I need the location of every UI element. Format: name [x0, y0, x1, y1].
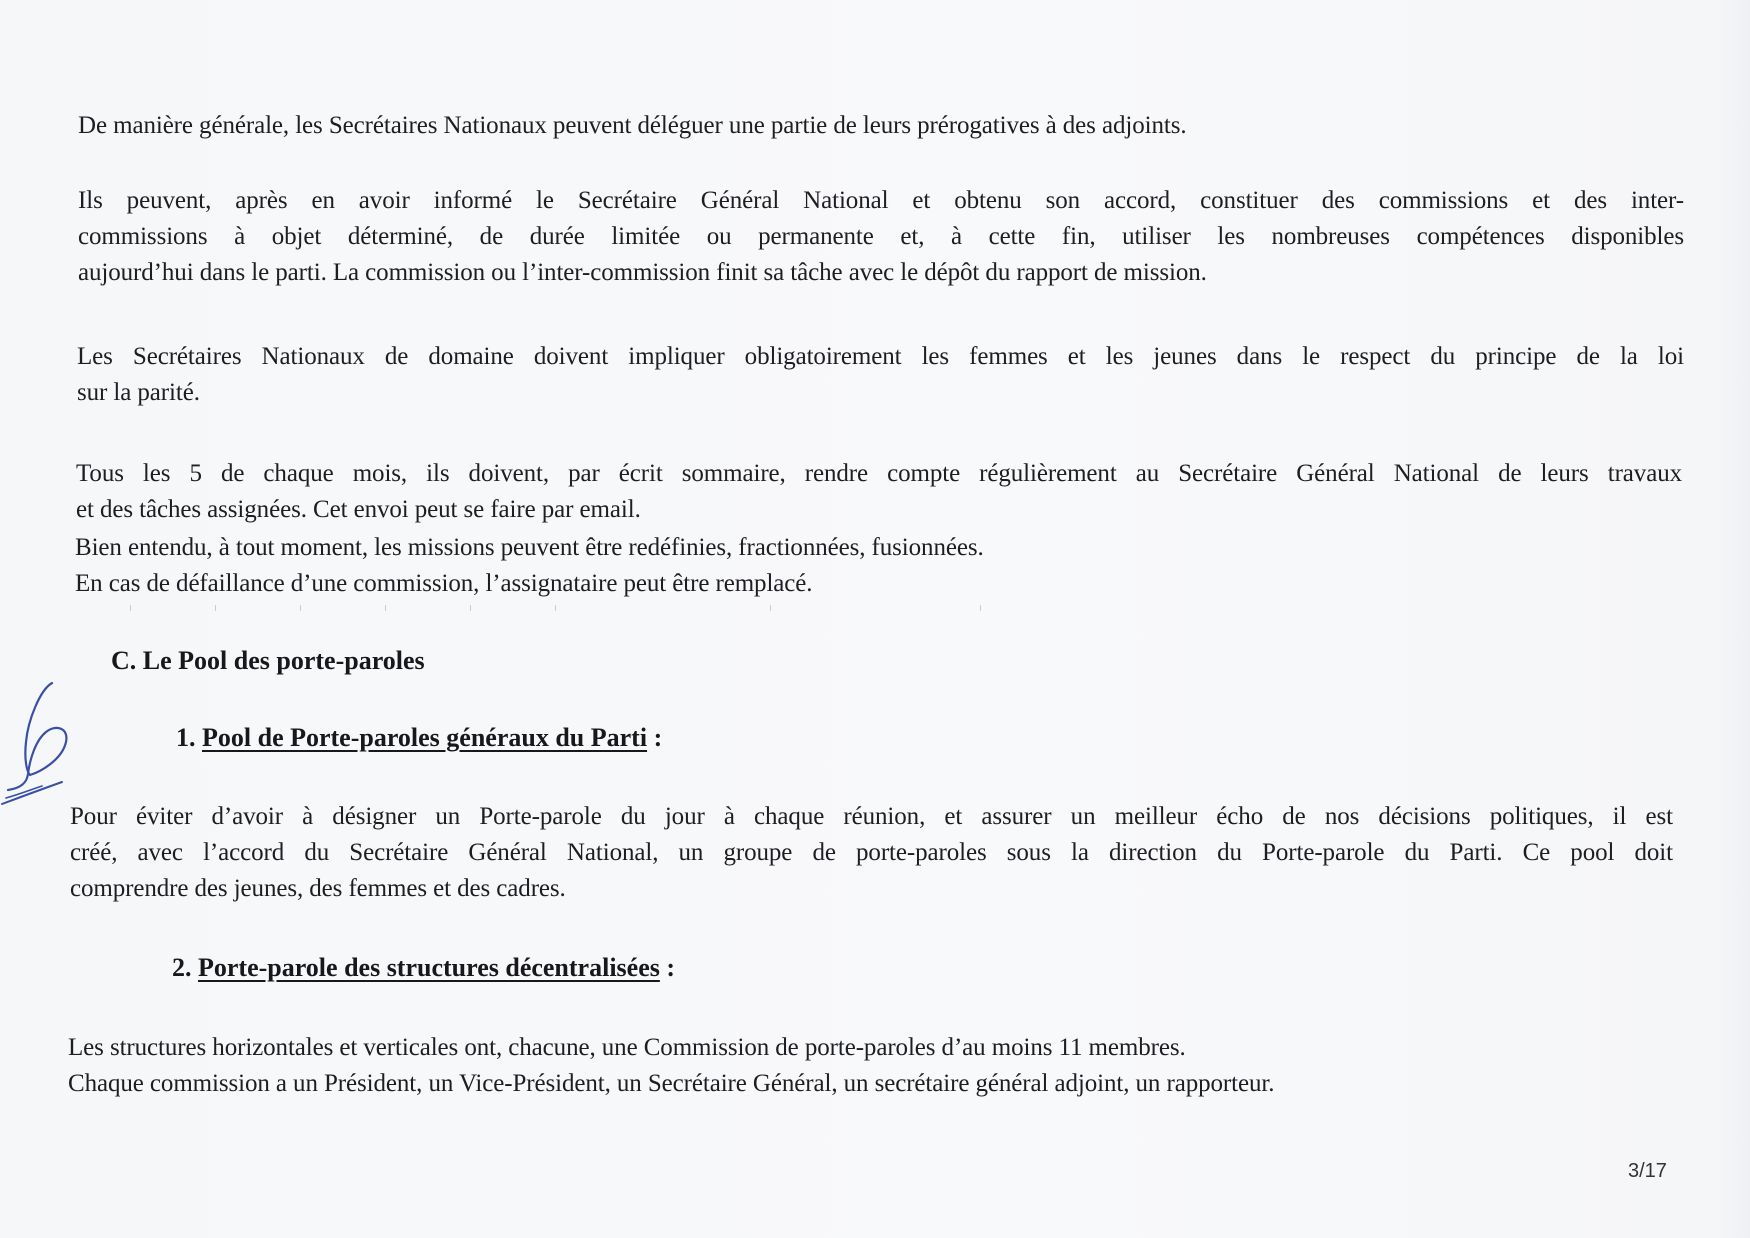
paragraph-line: comprendre des jeunes, des femmes et des cadres. [70, 875, 566, 902]
subsection-colon: : [659, 953, 676, 982]
paragraph-line: Bien entendu, à tout moment, les missions peuvent être redéfinies, fractionnées, fusionnées. [75, 534, 984, 561]
scan-artifact [385, 605, 386, 611]
paragraph-line: sur la parité. [77, 379, 200, 406]
paragraph-line: Ils peuvent, après en avoir informé le Secrétaire Général National et obtenu son accord, constituer des commissions et des inter- [78, 187, 1684, 214]
paragraph-line: Les Secrétaires Nationaux de domaine doivent impliquer obligatoirement les femmes et les jeunes dans le respect du principe de la loi [77, 343, 1684, 370]
subsection-heading-1 [176, 720, 662, 756]
paragraph-line: aujourd’hui dans le parti. La commission ou l’inter-commission finit sa tâche avec le dépôt du rapport de mission. [78, 259, 1207, 286]
handwritten-initial-icon [0, 680, 80, 820]
scan-artifact [130, 605, 131, 611]
scan-artifact [555, 605, 556, 611]
page-number: 3/17 [1628, 1160, 1667, 1182]
scan-artifact [980, 605, 981, 611]
scan-artifact [470, 605, 471, 611]
subsection-number: 1. [176, 723, 196, 752]
subsection-colon: : [647, 723, 663, 752]
paragraph-line: Tous les 5 de chaque mois, ils doivent, par écrit sommaire, rendre compte régulièrement au Secrétaire Général National de leurs travaux [76, 460, 1682, 487]
paragraph-line: et des tâches assignées. Cet envoi peut se faire par email. [76, 496, 641, 523]
paragraph-line: Chaque commission a un Président, un Vice-Président, un Secrétaire Général, un secrétaire général adjoint, un rapporteur. [68, 1070, 1275, 1097]
paragraph-line: Pour éviter d’avoir à désigner un Porte-parole du jour à chaque réunion, et assurer un meilleur écho de nos décisions politiques, il est [70, 803, 1673, 830]
scan-artifact [770, 605, 771, 611]
paragraph-line: En cas de défaillance d’une commission, l’assignataire peut être remplacé. [75, 570, 813, 597]
subsection-heading-2 [172, 950, 675, 986]
scan-artifact [300, 605, 301, 611]
subsection-title: Porte-parole des structures décentralisées [198, 953, 660, 982]
paragraph-line: commissions à objet déterminé, de durée limitée ou permanente et, à cette fin, utiliser les nombreuses compétences disponibles [78, 223, 1684, 250]
paragraph-line: créé, avec l’accord du Secrétaire Général National, un groupe de porte-paroles sous la direction du Porte-parole du Parti. Ce pool doit [70, 839, 1673, 866]
subsection-number: 2. [172, 953, 192, 982]
section-heading: C. Le Pool des porte-paroles [111, 646, 425, 675]
paragraph-line: Les structures horizontales et verticales ont, chacune, une Commission de porte-paroles d’au moins 11 membres. [68, 1034, 1186, 1061]
paragraph-line: De manière générale, les Secrétaires Nationaux peuvent déléguer une partie de leurs prérogatives à des adjoints. [78, 112, 1187, 139]
scan-artifact [215, 605, 216, 611]
subsection-title: Pool de Porte-paroles généraux du Parti [202, 723, 648, 752]
